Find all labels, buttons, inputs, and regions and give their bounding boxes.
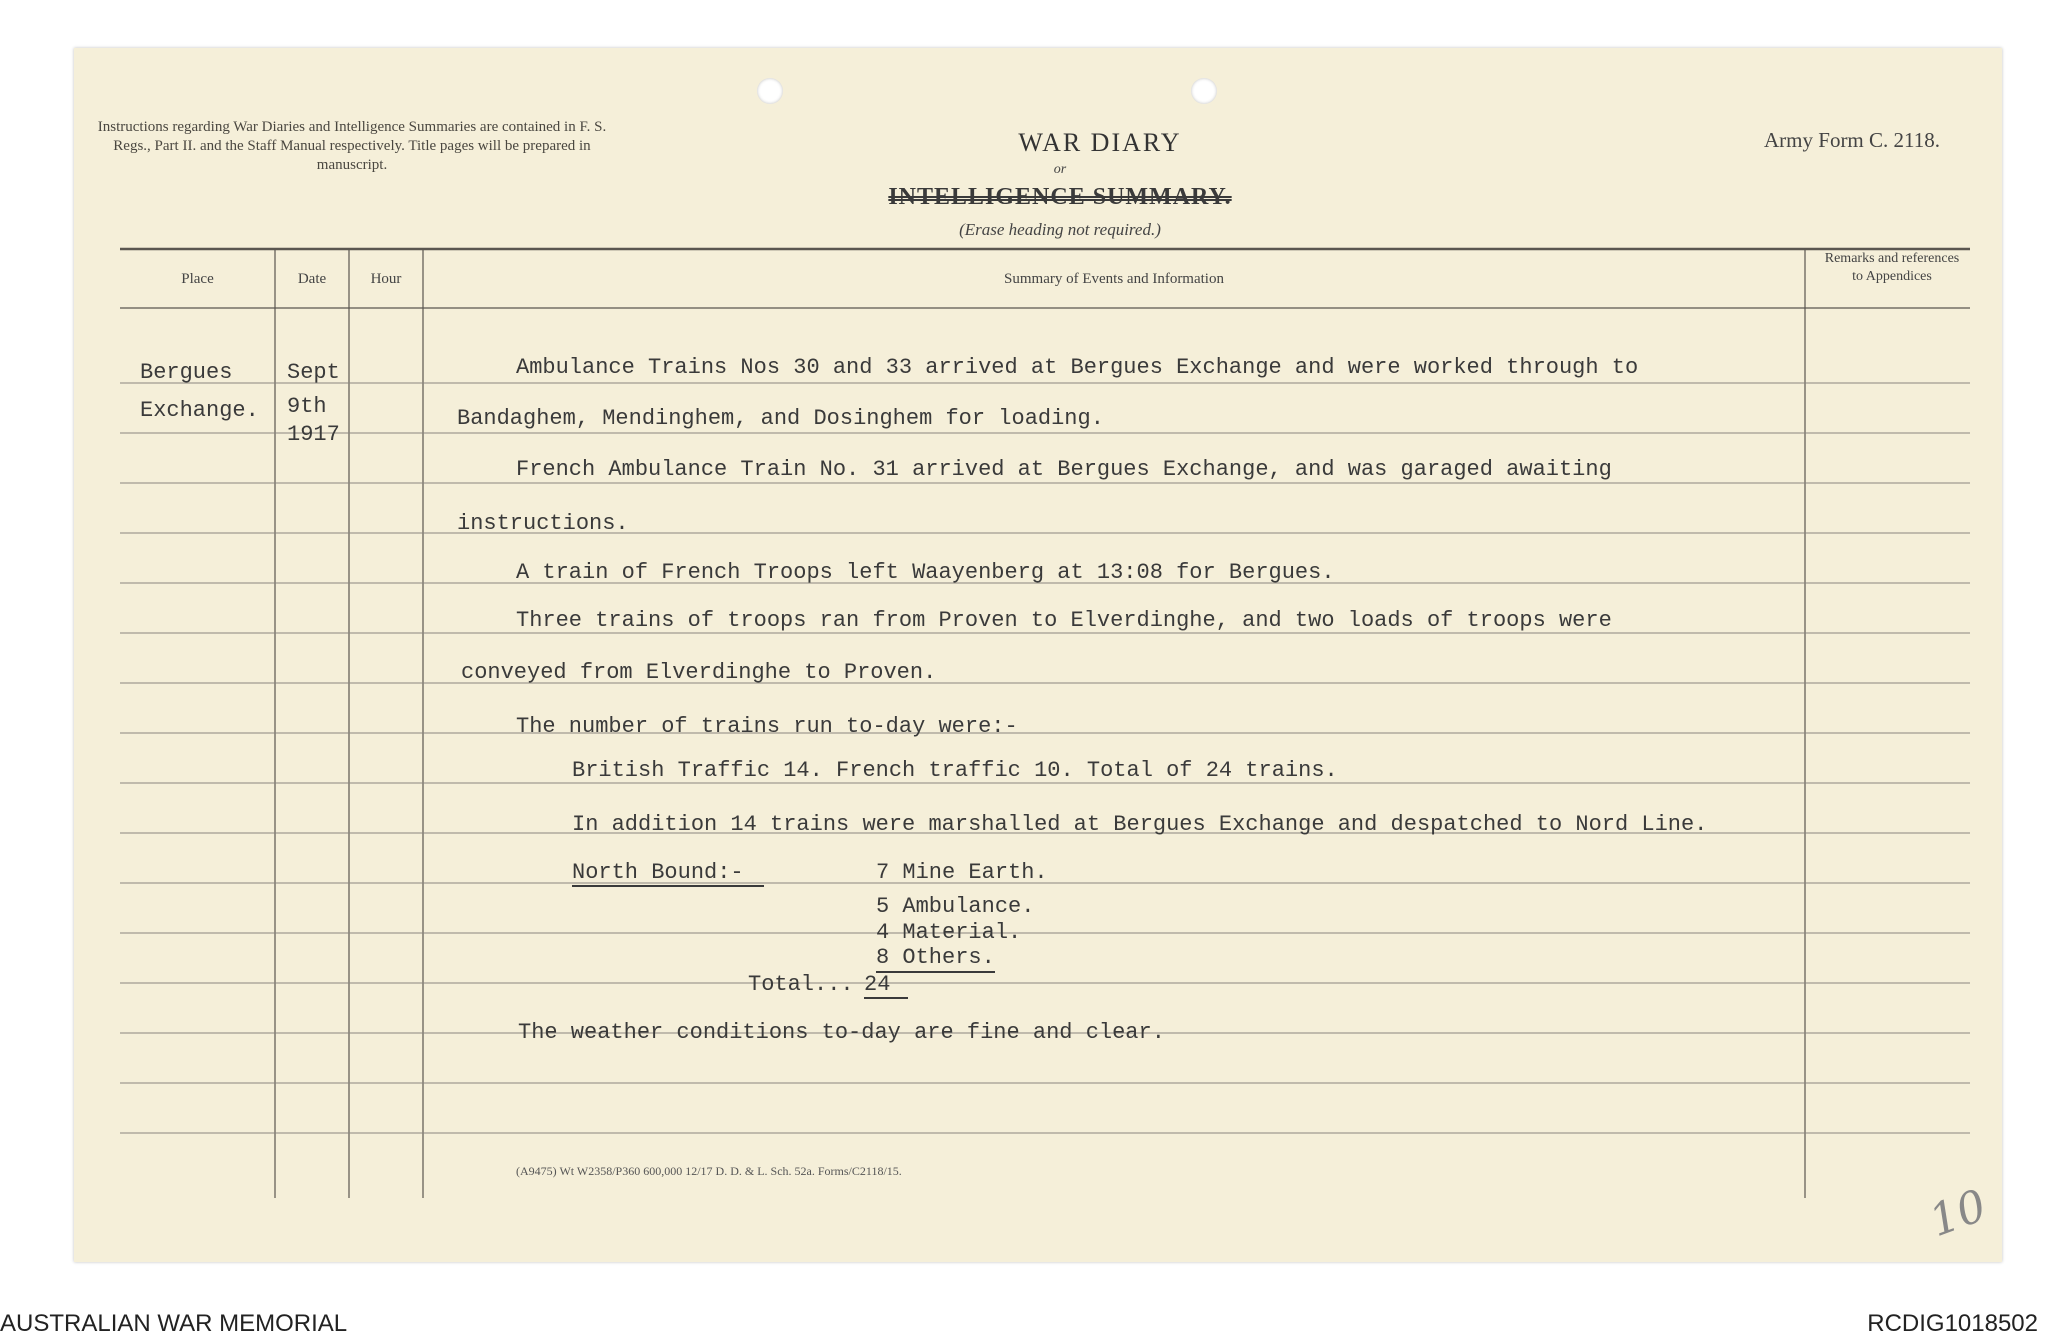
place-line: Exchange. <box>140 398 259 423</box>
north-bound-item: 7 Mine Earth. <box>876 860 1048 885</box>
entry-line: instructions. <box>457 511 629 536</box>
instructions-text: Instructions regarding War Diaries and Intelligence Summaries are contained in F. S. Regs., Part II. and the Staff Manual respectively. Title pages will be prepared in manuscript. <box>97 119 607 173</box>
column-header-hour: Hour <box>370 271 402 287</box>
north-bound-item: 8 Others. <box>876 945 995 973</box>
date-line: 9th <box>287 394 327 419</box>
column-header-summary: Summary of Events and Information <box>1004 271 1224 287</box>
entry-line: Ambulance Trains Nos 30 and 33 arrived at Bergues Exchange and were worked through to <box>516 355 1639 380</box>
entry-line: A train of French Troops left Waayenberg at 13:08 for Bergues. <box>516 560 1335 585</box>
north-bound-label: North Bound:- <box>572 860 764 887</box>
entry-line: Bandaghem, Mendinghem, and Dosinghem for loading. <box>457 406 1104 431</box>
form-title: WAR DIARY <box>1018 128 1182 157</box>
entry-line: In addition 14 trains were marshalled at Bergues Exchange and despatched to Nord Line. <box>572 812 1708 837</box>
archive-id: RCDIG1018502 <box>1867 1310 2038 1337</box>
form-number: Army Form C. 2118. <box>1764 128 1940 152</box>
struck-title: INTELLIGENCE SUMMARY. <box>888 184 1232 210</box>
column-header-remarks: Remarks and references to Appendices <box>1824 251 1960 284</box>
entry-line: French Ambulance Train No. 31 arrived at Bergues Exchange, and was garaged awaiting <box>516 457 1612 482</box>
erase-note: (Erase heading not required.) <box>959 220 1161 239</box>
entry-line: Three trains of troops ran from Proven to Elverdinghe, and two loads of troops were <box>516 608 1612 633</box>
title-or: or <box>1053 162 1067 177</box>
column-header-place: Place <box>181 271 214 287</box>
archive-caption: AUSTRALIAN WAR MEMORIAL <box>0 1310 348 1337</box>
date-line: Sept <box>287 360 340 385</box>
weather-line: The weather conditions to-day are fine and clear. <box>518 1020 1165 1045</box>
total-label: Total... <box>748 972 854 997</box>
total-value: 24 <box>864 972 908 999</box>
date-line: 1917 <box>287 422 340 447</box>
north-bound-item: 5 Ambulance. <box>876 894 1035 919</box>
printer-code: (A9475) Wt W2358/P360 600,000 12/17 D. D. & L. Sch. 52a. Forms/C2118/15. <box>516 1164 902 1178</box>
handwritten-page-number: 10 <box>1922 1179 1994 1248</box>
column-header-date: Date <box>297 271 327 287</box>
entry-line: conveyed from Elverdinghe to Proven. <box>461 660 937 685</box>
entry-line: The number of trains run to-day were:- <box>516 714 1018 739</box>
entry-line: British Traffic 14. French traffic 10. Total of 24 trains. <box>572 758 1338 783</box>
north-bound-item: 4 Material. <box>876 920 1022 945</box>
place-line: Bergues <box>140 360 233 385</box>
